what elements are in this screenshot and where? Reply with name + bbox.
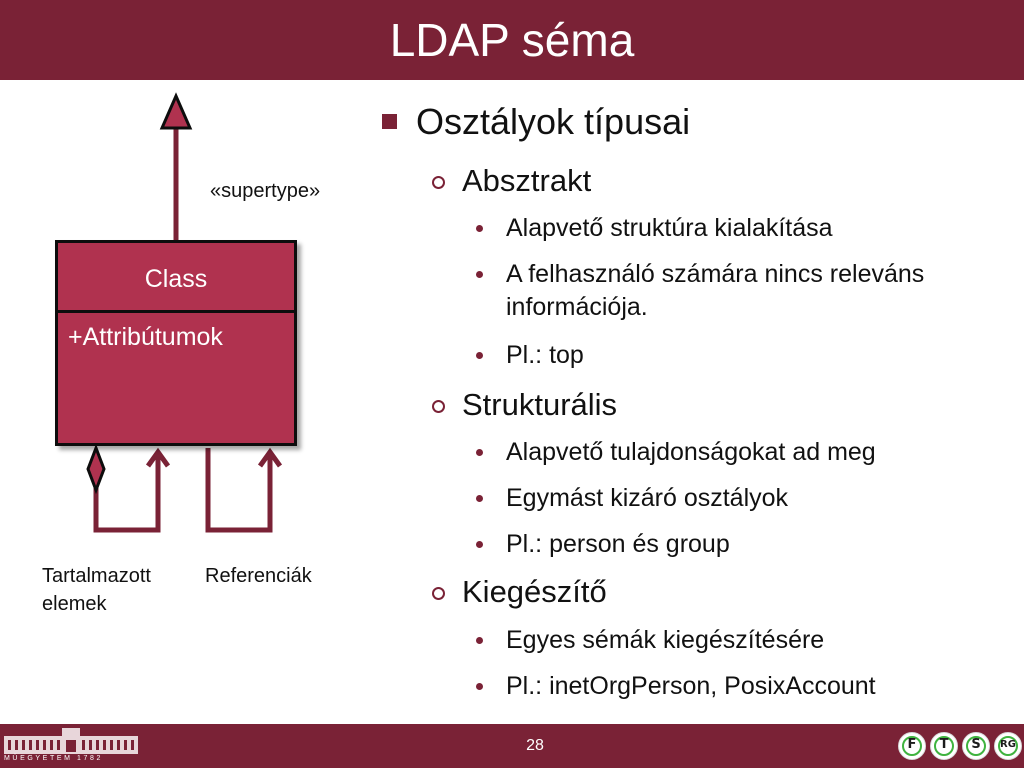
uml-class-box xyxy=(55,240,297,446)
class-attributes: +Attribútumok xyxy=(68,323,223,351)
building-icon xyxy=(2,726,142,756)
generalization-arrowhead xyxy=(162,96,190,128)
university-caption: MŰEGYETEM 1782 xyxy=(4,755,104,762)
uml-diagram xyxy=(0,80,380,724)
bullet-list: Osztályok típusai Absztrakt Alapvető struktúra kialakítása A felhasználó számára nincs releváns információja. Pl.: top Strukturális Alapvető tulajdonságokat ad meg Egymást kizáró osztályok Pl.: person és group Kiegészítő Egyes sémák kiegészítésére Pl.: inetOrgPerson, PosixAccount xyxy=(378,96,1018,716)
references-label: Referenciák xyxy=(205,565,312,587)
dot-bullet-icon xyxy=(476,683,483,690)
dot-bullet-icon xyxy=(476,495,483,502)
contained-elements-label: Tartalmazott elemek xyxy=(42,565,151,615)
composition-diamond xyxy=(88,448,104,490)
circle-bullet-icon xyxy=(432,400,445,413)
university-logo xyxy=(2,726,142,766)
logo-f-icon: F xyxy=(898,732,926,760)
dot-bullet-icon xyxy=(476,449,483,456)
footer-bar xyxy=(0,724,1024,768)
circle-bullet-icon xyxy=(432,176,445,189)
logo-s-icon: S xyxy=(962,732,990,760)
department-logos xyxy=(898,732,1022,762)
dot-bullet-icon xyxy=(476,637,483,644)
dot-bullet-icon xyxy=(476,541,483,548)
class-name: Class xyxy=(58,243,294,313)
page-number: 28 xyxy=(526,737,544,754)
circle-bullet-icon xyxy=(432,587,445,600)
reference-loop xyxy=(208,448,270,530)
logo-t-icon: T xyxy=(930,732,958,760)
title-bar xyxy=(0,0,1024,80)
square-bullet-icon xyxy=(382,114,397,129)
dot-bullet-icon xyxy=(476,271,483,278)
dot-bullet-icon xyxy=(476,225,483,232)
supertype-stereotype: «supertype» xyxy=(210,180,321,202)
slide-title: LDAP séma xyxy=(389,14,635,66)
dot-bullet-icon xyxy=(476,352,483,359)
logo-rg-icon: RG xyxy=(994,732,1022,760)
